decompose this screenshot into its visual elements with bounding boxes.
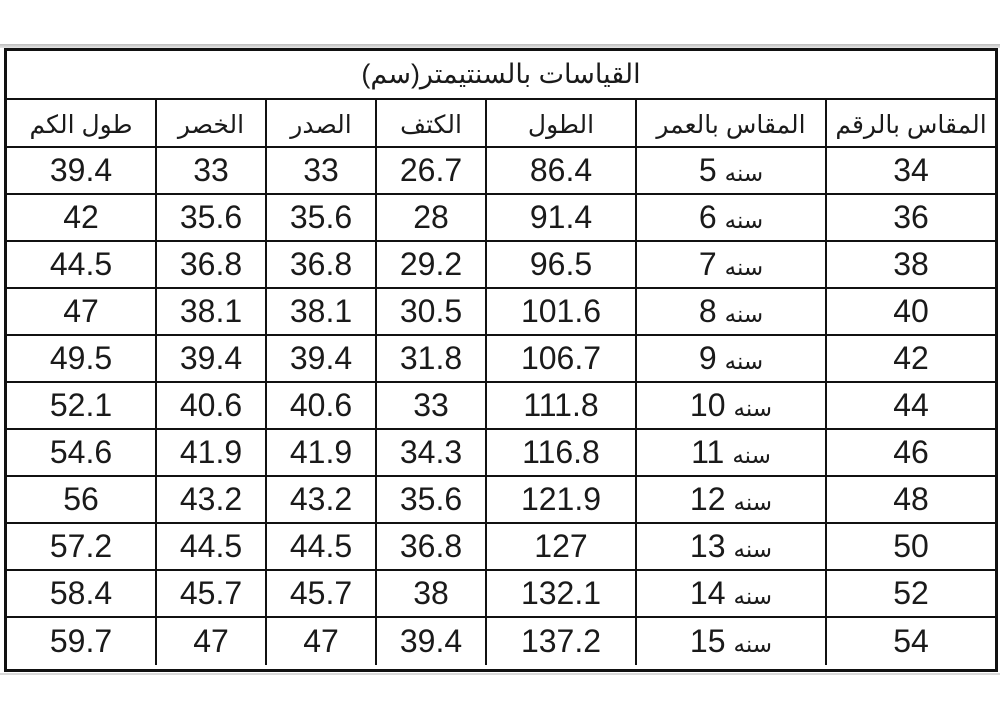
cell-length: 132.1 xyxy=(487,571,637,618)
age-unit-label: سنه xyxy=(724,207,764,233)
cell-length: 111.8 xyxy=(487,383,637,430)
cell-length: 101.6 xyxy=(487,289,637,336)
cell-waist: 35.6 xyxy=(157,195,267,242)
age-value: 15 xyxy=(689,623,726,659)
cell-size-by-age xyxy=(637,430,827,477)
cell-size-by-age xyxy=(637,195,827,242)
cell-waist: 44.5 xyxy=(157,524,267,571)
cell-shoulder: 33 xyxy=(377,383,487,430)
top-margin xyxy=(0,0,1000,44)
cell-shoulder: 34.3 xyxy=(377,430,487,477)
cell-size-by-age xyxy=(637,524,827,571)
header-size-by-number: المقاس بالرقم xyxy=(827,100,995,148)
cell-size-by-number: 38 xyxy=(827,242,995,289)
cell-size-by-number: 48 xyxy=(827,477,995,524)
cell-sleeve-length: 44.5 xyxy=(7,242,157,289)
cell-length: 137.2 xyxy=(487,618,637,665)
age-value: 6 xyxy=(698,199,717,235)
cell-length: 116.8 xyxy=(487,430,637,477)
age-value: 11 xyxy=(691,434,725,470)
cell-length: 86.4 xyxy=(487,148,637,195)
cell-size-by-age xyxy=(637,383,827,430)
age-value: 9 xyxy=(698,340,717,376)
age-unit-label: سنه xyxy=(724,348,764,374)
age-unit-label: سنه xyxy=(733,631,773,657)
cell-chest: 33 xyxy=(267,148,377,195)
cell-waist: 38.1 xyxy=(157,289,267,336)
cell-shoulder: 39.4 xyxy=(377,618,487,665)
age-unit-label: سنه xyxy=(732,442,771,468)
cell-chest: 45.7 xyxy=(267,571,377,618)
header-size-by-age: المقاس بالعمر xyxy=(637,100,827,148)
age-unit-label: سنه xyxy=(724,254,764,280)
size-chart-table xyxy=(4,48,998,672)
cell-sleeve-length: 52.1 xyxy=(7,383,157,430)
cell-waist: 36.8 xyxy=(157,242,267,289)
cell-waist: 39.4 xyxy=(157,336,267,383)
cell-size-by-number: 50 xyxy=(827,524,995,571)
cell-size-by-age xyxy=(637,336,827,383)
cell-chest: 40.6 xyxy=(267,383,377,430)
cell-size-by-number: 42 xyxy=(827,336,995,383)
cell-sleeve-length: 47 xyxy=(7,289,157,336)
header-waist: الخصر xyxy=(157,100,267,148)
cell-size-by-number: 36 xyxy=(827,195,995,242)
cell-sleeve-length: 57.2 xyxy=(7,524,157,571)
size-chart-grid xyxy=(7,100,995,669)
cell-size-by-age xyxy=(637,289,827,336)
cell-shoulder: 26.7 xyxy=(377,148,487,195)
cell-size-by-age xyxy=(637,242,827,289)
header-shoulder: الكتف xyxy=(377,100,487,148)
age-unit-label: سنه xyxy=(724,160,764,186)
cell-chest: 47 xyxy=(267,618,377,665)
age-value: 14 xyxy=(689,575,726,611)
cell-waist: 40.6 xyxy=(157,383,267,430)
cell-shoulder: 28 xyxy=(377,195,487,242)
age-unit-label: سنه xyxy=(733,489,773,515)
cell-shoulder: 31.8 xyxy=(377,336,487,383)
cell-sleeve-length: 42 xyxy=(7,195,157,242)
cell-size-by-number: 46 xyxy=(827,430,995,477)
bottom-divider xyxy=(0,673,1000,675)
cell-sleeve-length: 49.5 xyxy=(7,336,157,383)
cell-chest: 44.5 xyxy=(267,524,377,571)
cell-chest: 39.4 xyxy=(267,336,377,383)
header-chest: الصدر xyxy=(267,100,377,148)
cell-size-by-number: 52 xyxy=(827,571,995,618)
cell-chest: 36.8 xyxy=(267,242,377,289)
cell-length: 121.9 xyxy=(487,477,637,524)
age-unit-label: سنه xyxy=(733,536,773,562)
cell-sleeve-length: 39.4 xyxy=(7,148,157,195)
cell-shoulder: 38 xyxy=(377,571,487,618)
cell-length: 91.4 xyxy=(487,195,637,242)
cell-size-by-age xyxy=(637,571,827,618)
cell-sleeve-length: 59.7 xyxy=(7,618,157,665)
cell-length: 127 xyxy=(487,524,637,571)
age-value: 12 xyxy=(689,481,726,517)
cell-length: 106.7 xyxy=(487,336,637,383)
cell-shoulder: 29.2 xyxy=(377,242,487,289)
cell-size-by-number: 54 xyxy=(893,623,929,659)
table-title: القياسات بالسنتيمتر(سم) xyxy=(7,51,995,100)
cell-shoulder: 30.5 xyxy=(377,289,487,336)
cell-waist: 47 xyxy=(157,618,267,665)
cell-size-by-number: 44 xyxy=(827,383,995,430)
cell-chest: 35.6 xyxy=(267,195,377,242)
cell-chest: 38.1 xyxy=(267,289,377,336)
cell-sleeve-length: 58.4 xyxy=(7,571,157,618)
cell-chest: 43.2 xyxy=(267,477,377,524)
age-unit-label: سنه xyxy=(724,301,764,327)
header-sleeve-length: طول الكم xyxy=(7,100,157,148)
cell-waist: 41.9 xyxy=(157,430,267,477)
cell-shoulder: 35.6 xyxy=(377,477,487,524)
age-unit-label: سنه xyxy=(733,395,773,421)
cell-length: 96.5 xyxy=(487,242,637,289)
cell-sleeve-length: 54.6 xyxy=(7,430,157,477)
cell-size-by-age xyxy=(637,618,827,665)
cell-sleeve-length: 56 xyxy=(7,477,157,524)
age-value: 7 xyxy=(698,246,717,282)
cell-size-by-number: 40 xyxy=(827,289,995,336)
header-length: الطول xyxy=(487,100,637,148)
cell-size-by-age xyxy=(637,148,827,195)
cell-waist: 45.7 xyxy=(157,571,267,618)
cell-size-by-number: 34 xyxy=(827,148,995,195)
age-unit-label: سنه xyxy=(733,583,773,609)
cell-size-by-age xyxy=(637,477,827,524)
cell-shoulder: 36.8 xyxy=(377,524,487,571)
age-value: 13 xyxy=(689,528,726,564)
age-value: 10 xyxy=(689,387,726,423)
age-value: 8 xyxy=(698,293,717,329)
age-value: 5 xyxy=(698,152,717,188)
cell-waist: 33 xyxy=(157,148,267,195)
cell-chest: 41.9 xyxy=(267,430,377,477)
cell-waist: 43.2 xyxy=(157,477,267,524)
